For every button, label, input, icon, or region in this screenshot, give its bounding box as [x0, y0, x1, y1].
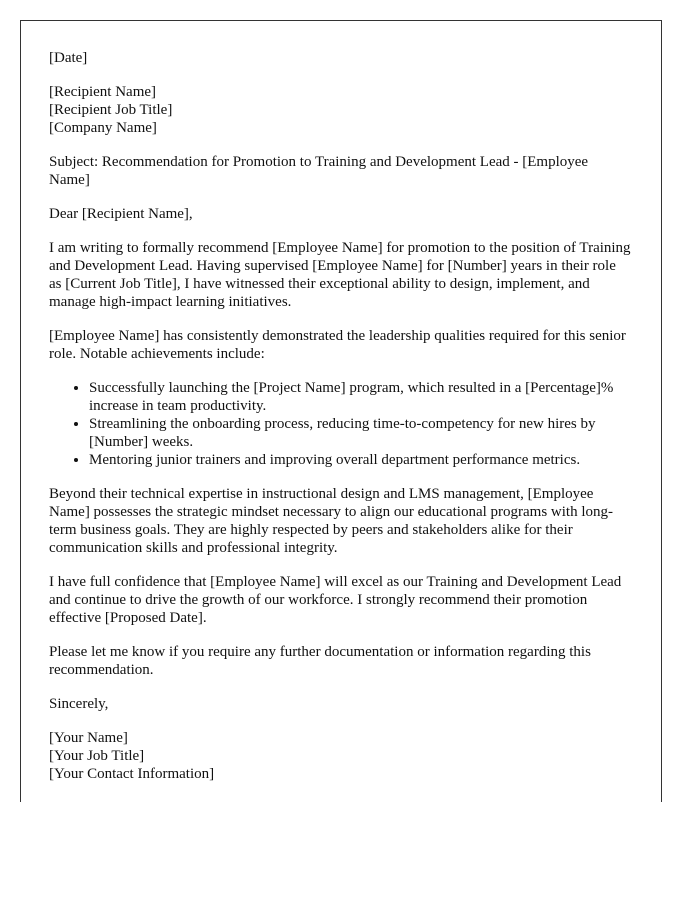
sender-contact: [Your Contact Information]: [49, 766, 215, 782]
body-paragraph: Beyond their technical expertise in instructional design and LMS management, [Employee Name] possesses the strategic mindset necessary to align our educational programs with long-term business goals. They are highly respected by peers and stakeholders alike for their communication skills and professional integrity.: [49, 486, 614, 556]
list-item: • Streamlining the onboarding process, reducing time-to-competency for new hires by [Number] weeks.: [89, 415, 632, 451]
sender-job-title: [Your Job Title]: [49, 748, 145, 764]
body-paragraph: Please let me know if you require any further documentation or information regarding this recommendation.: [49, 644, 591, 678]
body-paragraph: I have full confidence that [Employee Name] will excel as our Training and Development Lead and continue to drive the growth of our workforce. I strongly recommend their promotion effective [Proposed Date].: [49, 574, 622, 626]
sender-name: [Your Name]: [49, 730, 128, 746]
salutation: Dear [Recipient Name],: [49, 206, 193, 222]
body-paragraph: I am writing to formally recommend [Employee Name] for promotion to the position of Training and Development Lead. Having supervised [Employee Name] for [Number] years in their role as [Current Job Title], I have witnessed their exceptional ability to design, implement, and manage high-impact learning initiatives.: [49, 240, 631, 310]
sender-block: [49, 729, 632, 783]
body-paragraph: [Employee Name] has consistently demonstrated the leadership qualities required for this senior role. Notable achievements include:: [49, 328, 626, 362]
list-item: • Mentoring junior trainers and improving overall department performance metrics.: [89, 451, 632, 469]
list-item: • Successfully launching the [Project Name] program, which resulted in a [Percentage]% increase in team productivity.: [89, 379, 632, 415]
company-name: [Company Name]: [49, 120, 157, 136]
date: [Date]: [49, 50, 88, 66]
recipient-block: [49, 83, 632, 137]
recipient-name: [Recipient Name]: [49, 84, 157, 100]
sign-off: Sincerely,: [49, 696, 109, 712]
recipient-job-title: [Recipient Job Title]: [49, 102, 173, 118]
letter: [20, 20, 662, 802]
achievements-list: [49, 379, 632, 469]
subject-line: Subject: Recommendation for Promotion to Training and Development Lead - [Employee Name]: [49, 154, 589, 188]
